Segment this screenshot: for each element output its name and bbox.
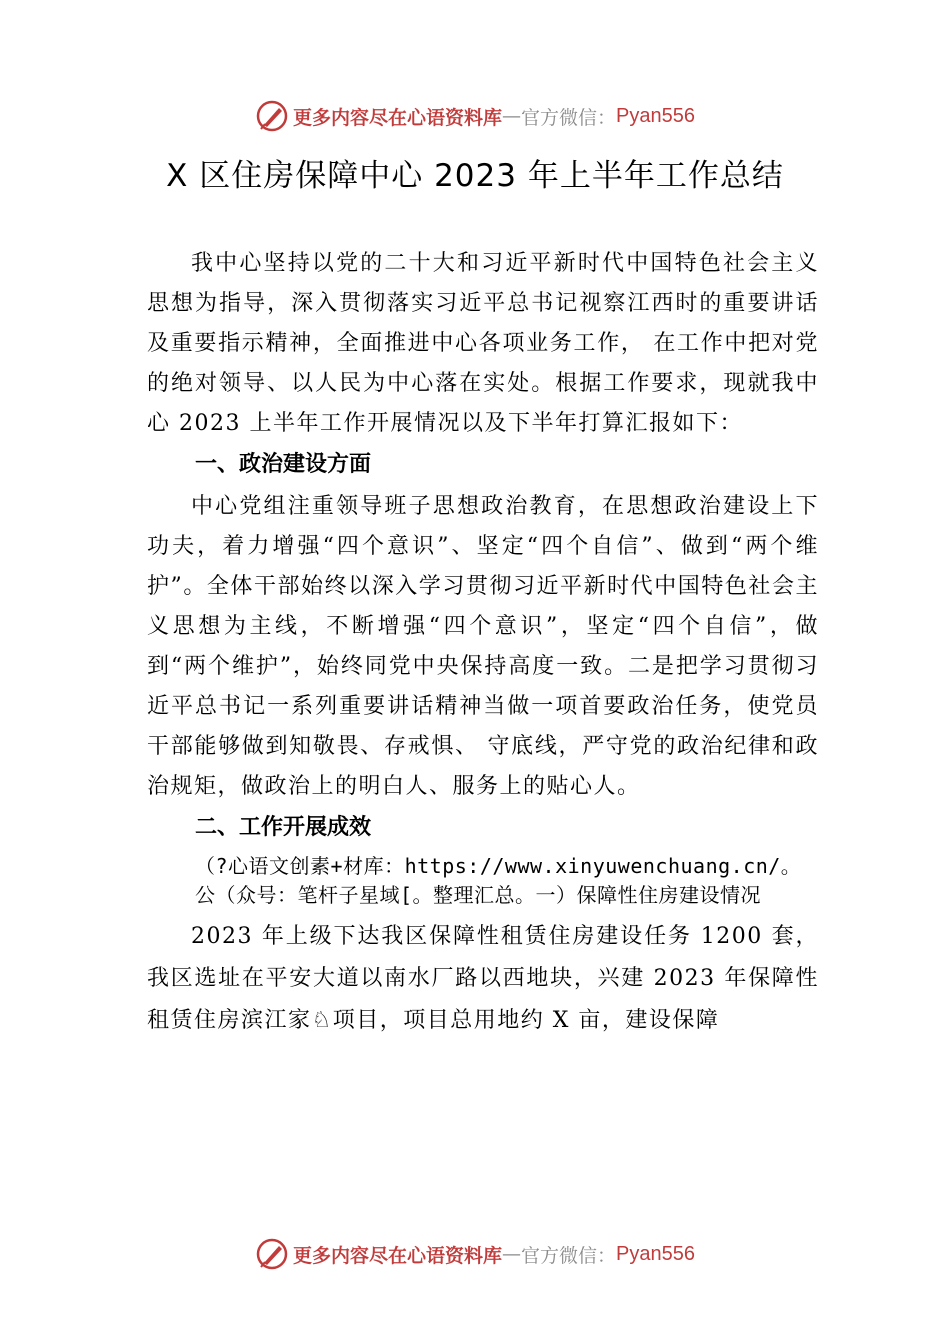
quill-logo-icon xyxy=(255,1237,289,1271)
source-note: （?心语文创素+材库：https://www.xinyuwenchuang.cn/。公（众号：笔杆子星域[。整理汇总。一）保障性住房建设情况 xyxy=(195,854,802,907)
watermark-wechat-label: 官方微信： xyxy=(521,106,617,129)
housing-paragraph: 2023 年上级下达我区保障性租赁住房建设任务 1200 套，我区选址在平安大道以南水厂路以西地块，兴建 2023 年保障性租赁住房滨江家♘项目，项目总用地约 X 亩，建设保障 xyxy=(147,924,819,1033)
section-heading-political: 一、政治建设方面 xyxy=(195,452,372,477)
watermark-wechat-id: Pyan556 xyxy=(616,1242,695,1265)
watermark-footer xyxy=(0,1234,950,1274)
watermark-text: 更多内容尽在心语资料库 xyxy=(293,106,503,129)
watermark-wechat-label: 官方微信： xyxy=(521,1244,617,1267)
watermark-dash: — xyxy=(502,105,522,127)
document-title: X 区住房保障中心 2023 年上半年工作总结 xyxy=(166,158,784,194)
watermark-header xyxy=(0,96,950,136)
quill-logo-icon xyxy=(255,99,289,133)
document-body xyxy=(147,244,819,1042)
intro-paragraph: 我中心坚持以党的二十大和习近平新时代中国特色社会主义思想为指导，深入贯彻落实习近平总书记视察江西时的重要讲话及重要指示精神，全面推进中心各项业务工作， 在工作中把对党的绝对领导、以人民为中心落在实处。根据工作要求，现就我中心 2023 上半年工作开展情况以及下半年打算汇报如下： xyxy=(147,251,819,436)
watermark-dash: — xyxy=(502,1243,522,1265)
watermark-text: 更多内容尽在心语资料库 xyxy=(293,1244,503,1267)
section-heading-achievements: 二、工作开展成效 xyxy=(195,815,372,840)
watermark-wechat-id: Pyan556 xyxy=(616,104,695,127)
political-paragraph: 中心党组注重领导班子思想政治教育，在思想政治建设上下功夫，着力增强“四个意识”、坚定“四个自信”、做到“两个维护”。全体干部始终以深入学习贯彻习近平新时代中国特色社会主义思想为主线，不断增强“四个意识”，坚定“四个自信”，做到“两个维护”，始终同党中央保持高度一致。二是把学习贯彻习近平总书记一系列重要讲话精神当做一项首要政治任务，使党员干部能够做到知敬畏、存戒惧、 守底线，严守党的政治纪律和政治规矩，做政治上的明白人、服务上的贴心人。 xyxy=(147,494,819,799)
